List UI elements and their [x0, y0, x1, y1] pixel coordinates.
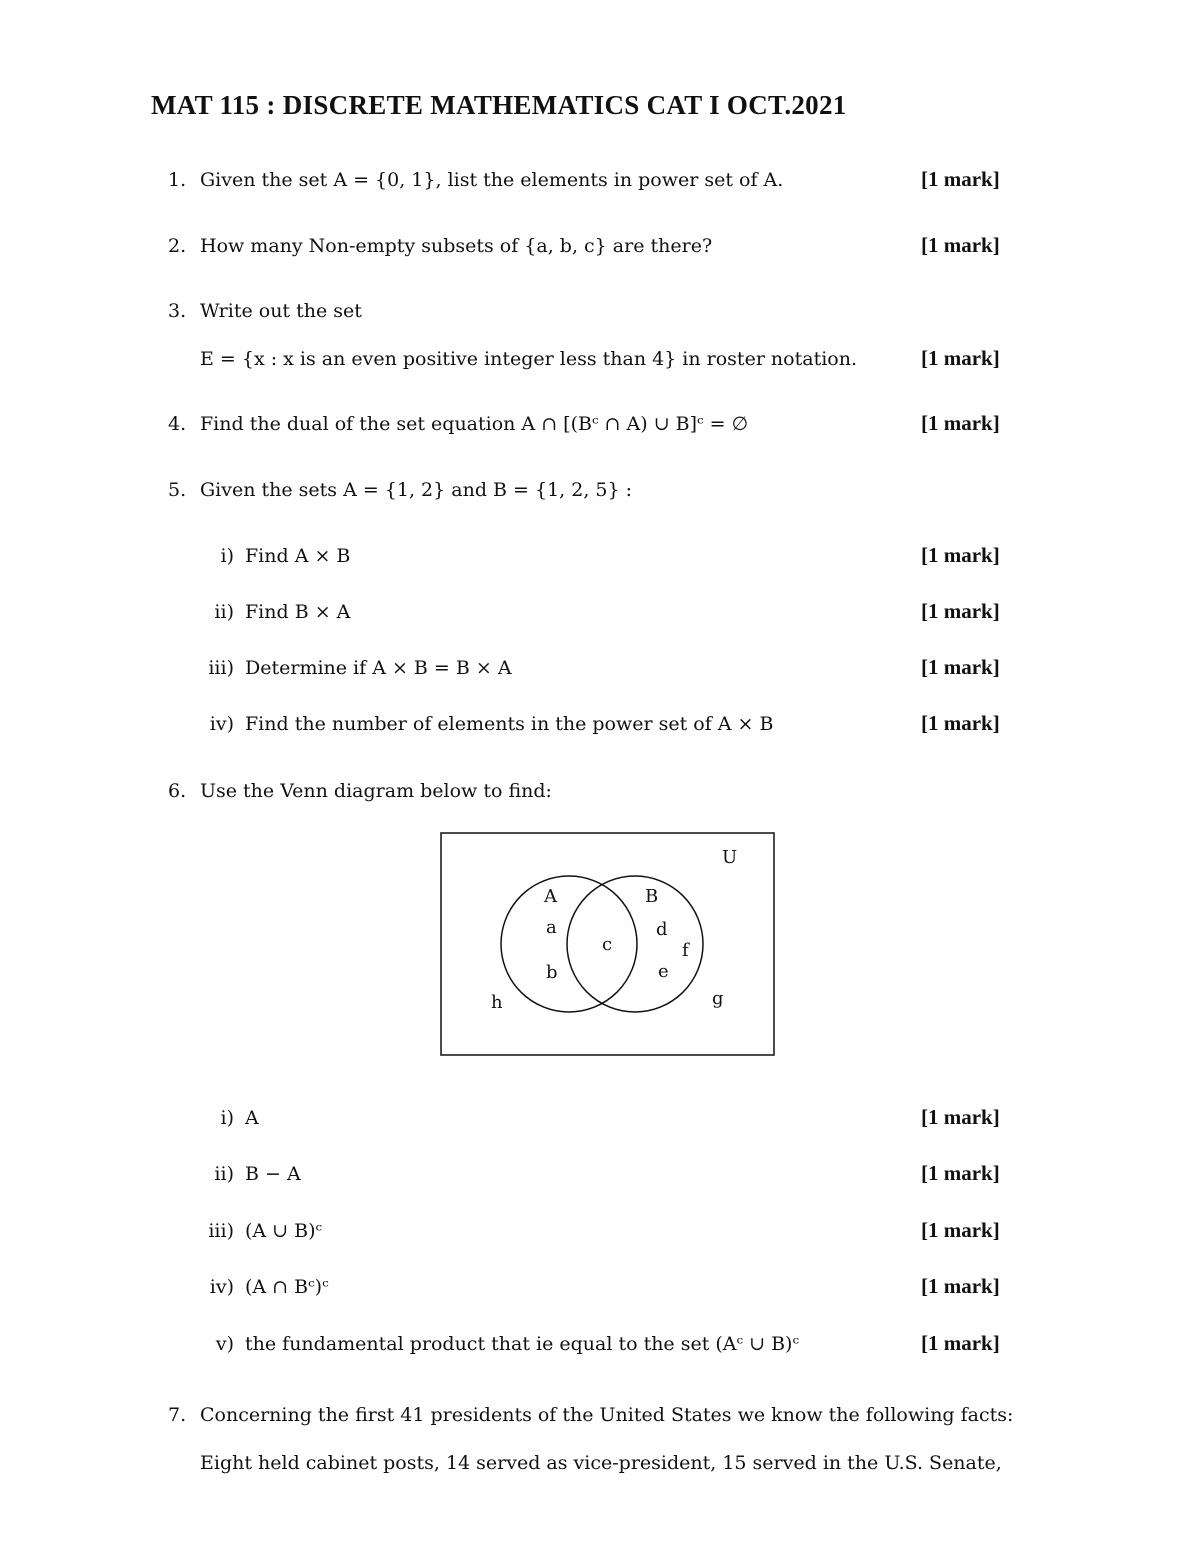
set-a-label: A [544, 886, 557, 907]
mark-label: [1 mark] [921, 411, 1000, 435]
subpart-label: i) [220, 545, 234, 567]
question-number: 5. [168, 479, 187, 501]
question-text-continued: Eight held cabinet posts, 14 served as vice-president, 15 served in the U.S. Senate, [200, 1452, 1002, 1474]
mark-label: [1 mark] [921, 346, 1000, 370]
question-text: Find the dual of the set equation A ∩ [(Bᶜ ∩ A) ∪ B]ᶜ = ∅ [200, 413, 749, 435]
question-number: 3. [168, 300, 187, 322]
venn-element-f: f [682, 940, 689, 961]
subpart-text: (A ∪ B)ᶜ [245, 1220, 323, 1242]
set-b-label: B [645, 886, 659, 907]
subpart-label: iv) [209, 713, 234, 735]
universe-label: U [722, 847, 738, 868]
question-text-continued: E = {x : x is an even positive integer less than 4} in roster notation. [200, 348, 858, 370]
venn-element-d: d [656, 919, 668, 940]
venn-element-a: a [546, 917, 557, 938]
subpart-text: Find B × A [245, 601, 351, 623]
subpart-text: the fundamental product that ie equal to the set (Aᶜ ∪ B)ᶜ [245, 1333, 800, 1355]
question-text: Use the Venn diagram below to find: [200, 780, 552, 802]
subpart-label: ii) [214, 1163, 234, 1185]
venn-element-h: h [491, 992, 503, 1013]
venn-element-e: e [658, 961, 669, 982]
subpart-text: Determine if A × B = B × A [245, 657, 512, 679]
subpart-text: A [245, 1107, 259, 1129]
question-number: 1. [168, 169, 187, 191]
mark-label: [1 mark] [921, 1274, 1000, 1298]
mark-label: [1 mark] [921, 1331, 1000, 1355]
subpart-text: Find A × B [245, 545, 351, 567]
subpart-label: v) [215, 1333, 234, 1355]
question-text: How many Non-empty subsets of {a, b, c} are there? [200, 235, 713, 257]
question-number: 7. [168, 1404, 187, 1426]
set-a-circle [501, 876, 637, 1012]
question-text: Given the set A = {0, 1}, list the elements in power set of A. [200, 169, 784, 191]
subpart-text: B − A [245, 1163, 301, 1185]
subpart-text: Find the number of elements in the power set of A × B [245, 713, 774, 735]
subpart-label: iii) [208, 1220, 234, 1242]
mark-label: [1 mark] [921, 543, 1000, 567]
venn-element-c: c [602, 934, 613, 955]
mark-label: [1 mark] [921, 599, 1000, 623]
mark-label: [1 mark] [921, 233, 1000, 257]
question-text: Write out the set [200, 300, 362, 322]
subpart-label: iv) [209, 1276, 234, 1298]
venn-diagram [440, 832, 775, 1056]
mark-label: [1 mark] [921, 655, 1000, 679]
page-title: MAT 115 : DISCRETE MATHEMATICS CAT I OCT.2021 [151, 90, 847, 120]
question-number: 6. [168, 780, 187, 802]
question-number: 4. [168, 413, 187, 435]
subpart-label: i) [220, 1107, 234, 1129]
venn-element-b: b [546, 962, 558, 983]
venn-element-g: g [712, 988, 724, 1009]
question-number: 2. [168, 235, 187, 257]
mark-label: [1 mark] [921, 167, 1000, 191]
subpart-text: (A ∩ Bᶜ)ᶜ [245, 1276, 329, 1298]
mark-label: [1 mark] [921, 711, 1000, 735]
subpart-label: iii) [208, 657, 234, 679]
question-text: Given the sets A = {1, 2} and B = {1, 2, 5} : [200, 479, 633, 501]
mark-label: [1 mark] [921, 1161, 1000, 1185]
mark-label: [1 mark] [921, 1105, 1000, 1129]
question-text: Concerning the first 41 presidents of the United States we know the following facts: [200, 1404, 1014, 1426]
subpart-label: ii) [214, 601, 234, 623]
mark-label: [1 mark] [921, 1218, 1000, 1242]
